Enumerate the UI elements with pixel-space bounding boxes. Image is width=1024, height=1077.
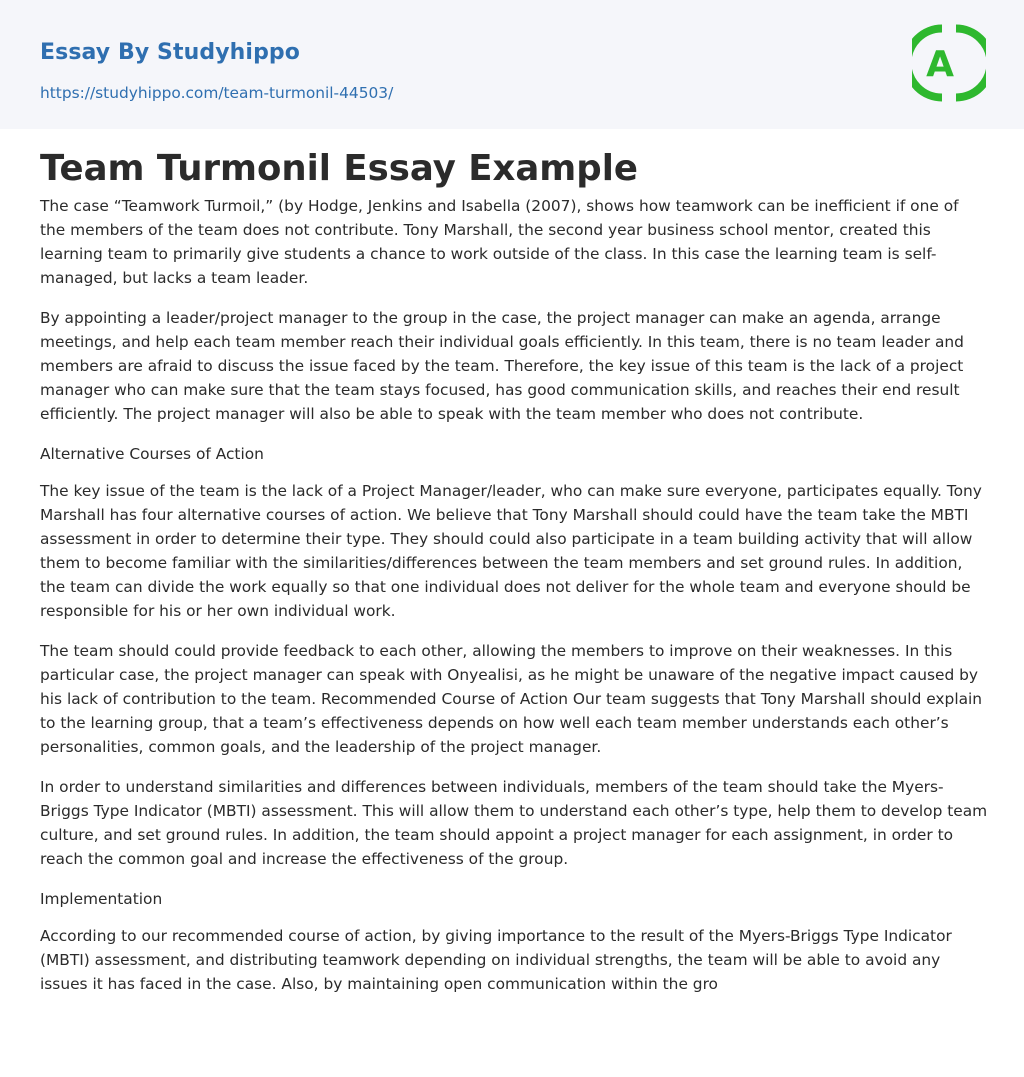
site-title[interactable]: Essay By Studyhippo: [40, 40, 300, 65]
paragraph: The team should could provide feedback to each other, allowing the members to improve on their weaknesses. In this particular case, the project manager can speak with Onyealisi, as he might be unaware of the negative impact caused by his lack of contribution to the team. Recommended Course of Action Our team suggests that Tony Marshall should explain to the learning group, that a team’s effectiveness depends on how well each team member understands each other’s personalities, common goals, and the leadership of the project manager.: [40, 642, 983, 756]
logo-letter: A: [926, 44, 954, 85]
paragraph: The case “Teamwork Turmoil,” (by Hodge, Jenkins and Isabella (2007), shows how teamwork can be inefficient if one of the members of the team does not contribute. Tony Marshall, the second year business school mentor, created this learning team to primarily give students a chance to work outside of the class. In this case the learning team is self-managed, but lacks a team leader.: [40, 197, 959, 287]
paragraph: By appointing a leader/project manager to the group in the case, the project manager can make an agenda, arrange meetings, and help each team member reach their individual goals efficiently. In this team, there is no team leader and members are afraid to discuss the issue faced by the team. Therefore, the key issue of this team is the lack of a project manager who can make sure that the team stays focused, has good communication skills, and reaches their end result efficiently. The project manager will also be able to speak with the team member who does not contribute.: [40, 309, 964, 423]
page-title: Team Turmonil Essay Example: [40, 148, 638, 189]
studyhippo-logo-icon[interactable]: [912, 20, 986, 106]
paragraph: In order to understand similarities and differences between individuals, members of the team should take the Myers-Briggs Type Indicator (MBTI) assessment. This will allow them to understand each other’s type, help them to develop team culture, and set ground rules. In addition, the team should appoint a project manager for each assignment, in order to reach the common goal and increase the effectiveness of the group.: [40, 778, 988, 868]
paragraph: The key issue of the team is the lack of a Project Manager/leader, who can make sure everyone, participates equally. Tony Marshall has four alternative courses of action. We believe that Tony Marshall should could have the team take the MBTI assessment in order to determine their type. They should could also participate in a team building activity that will allow them to become familiar with the similarities/differences between the team members and set ground rules. In addition, the team can divide the work equally so that one individual does not deliver for the whole team and everyone should be responsible for his or her own individual work.: [40, 482, 982, 620]
section-heading: Implementation: [40, 890, 163, 908]
essay-body: [40, 194, 988, 1012]
paragraph: According to our recommended course of action, by giving importance to the result of the Myers-Briggs Type Indicator (MBTI) assessment, and distributing teamwork depending on individual strengths, the team will be able to avoid any issues it has faced in the case. Also, by maintaining open communication within the gro: [40, 927, 952, 993]
section-heading: Alternative Courses of Action: [40, 445, 264, 463]
page-url-link[interactable]: https://studyhippo.com/team-turmonil-44503/: [40, 84, 394, 102]
